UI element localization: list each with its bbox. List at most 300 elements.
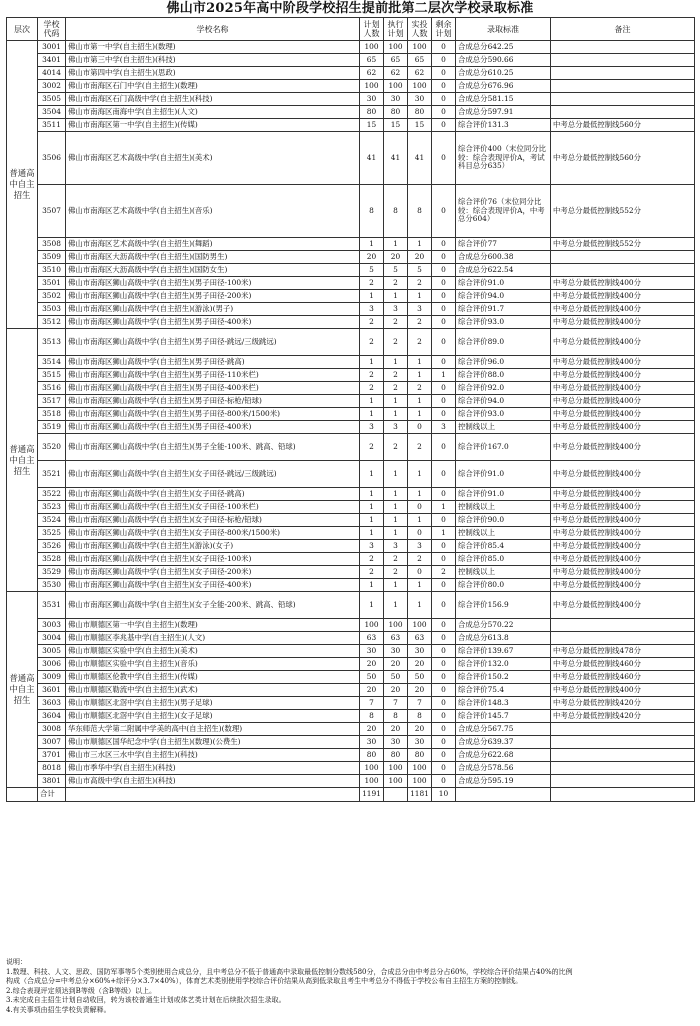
remaining-cell: 1 (432, 501, 456, 514)
table-row (7, 54, 695, 67)
remaining-cell: 1 (432, 369, 456, 382)
school-name-cell: 佛山市南海区狮山高级中学(自主招生)(女子田径-100米栏) (66, 501, 360, 514)
school-code-cell: 3520 (38, 434, 66, 461)
plan-cell: 1 (360, 238, 384, 251)
school-code-cell: 3510 (38, 264, 66, 277)
actual-cell: 30 (408, 736, 432, 749)
executed-cell: 15 (384, 119, 408, 132)
standard-cell: 综合评价91.7 (456, 303, 551, 316)
actual-cell: 1 (408, 592, 432, 619)
executed-cell: 2 (384, 277, 408, 290)
standard-cell: 综合评价92.0 (456, 382, 551, 395)
school-code-cell: 3002 (38, 80, 66, 93)
note-cell (551, 93, 695, 106)
school-name-cell: 佛山市南海区狮山高级中学(自主招生)(男子田径-跳远/三级跳远) (66, 329, 360, 356)
standard-cell: 控制线以上 (456, 421, 551, 434)
standard-cell: 综合评价139.67 (456, 645, 551, 658)
school-code-cell: 3008 (38, 723, 66, 736)
table-row (7, 119, 695, 132)
header-remaining: 剩余计划 (432, 18, 456, 41)
standard-cell: 合成总分600.38 (456, 251, 551, 264)
standard-cell: 综合评价91.0 (456, 277, 551, 290)
table-row (7, 185, 695, 238)
table-row (7, 566, 695, 579)
school-name-cell: 佛山市南海区狮山高级中学(自主招生)(男子田径-400米) (66, 421, 360, 434)
executed-cell: 2 (384, 382, 408, 395)
note-cell (551, 67, 695, 80)
header-actual: 实投人数 (408, 18, 432, 41)
plan-cell: 7 (360, 697, 384, 710)
executed-cell: 1 (384, 579, 408, 592)
executed-cell: 8 (384, 185, 408, 238)
note-cell (551, 749, 695, 762)
standard-cell: 综合评价156.9 (456, 592, 551, 619)
plan-cell: 2 (360, 277, 384, 290)
remaining-cell: 0 (432, 434, 456, 461)
school-name-cell: 佛山市顺德区实验中学(自主招生)(音乐) (66, 658, 360, 671)
actual-cell: 3 (408, 540, 432, 553)
note-cell: 中考总分最低控制线400分 (551, 329, 695, 356)
table-row (7, 356, 695, 369)
school-code-cell: 4014 (38, 67, 66, 80)
table-row (7, 762, 695, 775)
note-cell: 中考总分最低控制线400分 (551, 461, 695, 488)
remaining-cell: 0 (432, 238, 456, 251)
executed-cell: 100 (384, 619, 408, 632)
standard-cell: 合成总分676.96 (456, 80, 551, 93)
table-row (7, 697, 695, 710)
actual-cell: 0 (408, 501, 432, 514)
school-code-cell: 3517 (38, 395, 66, 408)
note-cell: 中考总分最低控制线400分 (551, 395, 695, 408)
remaining-cell: 0 (432, 553, 456, 566)
school-name-cell: 华东师范大学第二附属中学美的高中(自主招生)(数理) (66, 723, 360, 736)
note-cell: 中考总分最低控制线400分 (551, 488, 695, 501)
table-row (7, 461, 695, 488)
note-cell: 中考总分最低控制线420分 (551, 710, 695, 723)
school-name-cell: 佛山市南海区狮山高级中学(自主招生)(男子田径-100米) (66, 277, 360, 290)
actual-cell: 8 (408, 710, 432, 723)
table-row (7, 434, 695, 461)
note-cell (551, 775, 695, 788)
table-row (7, 316, 695, 329)
remaining-cell: 0 (432, 710, 456, 723)
school-code-cell: 3513 (38, 329, 66, 356)
school-name-cell: 佛山市南海区大沥高级中学(自主招生)(国防男生) (66, 251, 360, 264)
school-code-cell: 3518 (38, 408, 66, 421)
note-line: 2.综合表现评定须达到B等级（含B等级）以上。 (6, 986, 156, 995)
standard-cell: 综合评价94.0 (456, 290, 551, 303)
note-cell: 中考总分最低控制线400分 (551, 540, 695, 553)
standard-cell: 综合评价88.0 (456, 369, 551, 382)
executed-cell: 1 (384, 514, 408, 527)
note-cell: 中考总分最低控制线400分 (551, 316, 695, 329)
remaining-cell: 0 (432, 132, 456, 185)
actual-cell: 1 (408, 369, 432, 382)
plan-cell: 3 (360, 540, 384, 553)
note-cell (551, 762, 695, 775)
remaining-cell: 0 (432, 540, 456, 553)
school-code-cell: 3004 (38, 632, 66, 645)
actual-cell: 3 (408, 303, 432, 316)
executed-cell: 5 (384, 264, 408, 277)
plan-cell: 1 (360, 488, 384, 501)
remaining-cell: 0 (432, 749, 456, 762)
school-code-cell: 3526 (38, 540, 66, 553)
note-cell: 中考总分最低控制线552分 (551, 238, 695, 251)
plan-cell: 1 (360, 501, 384, 514)
header-plan: 计划人数 (360, 18, 384, 41)
table-row (7, 723, 695, 736)
school-name-cell: 佛山市高级中学(自主招生)(科技) (66, 775, 360, 788)
table-row (7, 684, 695, 697)
school-code-cell: 3601 (38, 684, 66, 697)
table-row (7, 645, 695, 658)
school-code-cell: 3528 (38, 553, 66, 566)
actual-cell: 20 (408, 251, 432, 264)
remaining-cell: 0 (432, 592, 456, 619)
remaining-cell: 0 (432, 645, 456, 658)
note-cell: 中考总分最低控制线478分 (551, 645, 695, 658)
executed-cell: 1 (384, 356, 408, 369)
standard-cell: 合成总分590.66 (456, 54, 551, 67)
plan-cell: 1 (360, 356, 384, 369)
standard-cell: 综合评价75.4 (456, 684, 551, 697)
plan-cell: 20 (360, 723, 384, 736)
level-cell: 普通高中自主招生 (7, 41, 38, 329)
standard-cell: 综合评价148.3 (456, 697, 551, 710)
standard-cell: 合成总分613.8 (456, 632, 551, 645)
remaining-cell: 0 (432, 119, 456, 132)
executed-cell: 3 (384, 421, 408, 434)
table-row (7, 553, 695, 566)
note-line: 构成（合成总分=中考总分×60%+综评分×3.7×40%），体育艺术类别使用学校综合评价结果从高到低录取且考生中考总分不得低于学校公布自主招生方案的控制线。 (6, 977, 523, 985)
admission-table-container (6, 17, 695, 802)
table-header-row (7, 18, 695, 41)
total-plan-cell: 1191 (360, 788, 384, 802)
school-name-cell: 佛山市南海区狮山高级中学(自主招生)(女子田径-400米) (66, 579, 360, 592)
actual-cell: 50 (408, 671, 432, 684)
school-code-cell: 3505 (38, 93, 66, 106)
note-cell: 中考总分最低控制线560分 (551, 132, 695, 185)
standard-cell: 合成总分595.19 (456, 775, 551, 788)
standard-cell: 综合评价85.4 (456, 540, 551, 553)
plan-cell: 1 (360, 592, 384, 619)
actual-cell: 0 (408, 421, 432, 434)
table-row (7, 41, 695, 54)
school-name-cell: 佛山市南海区狮山高级中学(自主招生)(男子田径-标枪/铅球) (66, 395, 360, 408)
header-school-name: 学校名称 (66, 18, 360, 41)
standard-cell: 合成总分581.15 (456, 93, 551, 106)
executed-cell: 20 (384, 684, 408, 697)
standard-cell: 综合评价93.0 (456, 408, 551, 421)
school-code-cell: 3401 (38, 54, 66, 67)
executed-cell: 2 (384, 329, 408, 356)
actual-cell: 2 (408, 553, 432, 566)
school-code-cell: 3007 (38, 736, 66, 749)
executed-cell: 80 (384, 106, 408, 119)
actual-cell: 2 (408, 277, 432, 290)
actual-cell: 20 (408, 658, 432, 671)
table-row (7, 658, 695, 671)
remaining-cell: 0 (432, 619, 456, 632)
executed-cell: 30 (384, 645, 408, 658)
table-row (7, 395, 695, 408)
table-row (7, 277, 695, 290)
remaining-cell: 0 (432, 106, 456, 119)
school-code-cell: 3531 (38, 592, 66, 619)
table-row (7, 80, 695, 93)
standard-cell: 综合评价85.0 (456, 553, 551, 566)
page-title: 佛山市2025年高中阶段学校招生提前批第二层次学校录取标准 (166, 1, 534, 16)
plan-cell: 63 (360, 632, 384, 645)
remaining-cell: 0 (432, 461, 456, 488)
table-row (7, 579, 695, 592)
school-name-cell: 佛山市季华中学(自主招生)(科技) (66, 762, 360, 775)
actual-cell: 1 (408, 408, 432, 421)
school-name-cell: 佛山市南海区狮山高级中学(自主招生)(男子田径-跳高) (66, 356, 360, 369)
standard-cell: 合成总分639.37 (456, 736, 551, 749)
school-code-cell: 3524 (38, 514, 66, 527)
plan-cell: 1 (360, 579, 384, 592)
executed-cell: 80 (384, 749, 408, 762)
school-code-cell: 3502 (38, 290, 66, 303)
note-line: 1.数理、科技、人文、思政、国防军事等5个类别使用合成总分，且中考总分不低于普通高中录取最低控制分数线580分，合成总分由中考总分占60%，学校综合评价结果占40%的比例 (6, 967, 573, 976)
school-name-cell: 佛山市南海区狮山高级中学(自主招生)(男子田径-400米) (66, 316, 360, 329)
remaining-cell: 0 (432, 684, 456, 697)
actual-cell: 1 (408, 488, 432, 501)
table-row (7, 264, 695, 277)
school-code-cell: 3529 (38, 566, 66, 579)
school-name-cell: 佛山市顺德区实验中学(自主招生)(美术) (66, 645, 360, 658)
school-code-cell: 3501 (38, 277, 66, 290)
table-row (7, 527, 695, 540)
actual-cell: 7 (408, 697, 432, 710)
note-cell: 中考总分最低控制线420分 (551, 697, 695, 710)
plan-cell: 30 (360, 645, 384, 658)
actual-cell: 1 (408, 290, 432, 303)
actual-cell: 100 (408, 41, 432, 54)
note-cell (551, 54, 695, 67)
school-code-cell: 3504 (38, 106, 66, 119)
note-cell: 中考总分最低控制线400分 (551, 408, 695, 421)
actual-cell: 2 (408, 316, 432, 329)
total-executed-cell (384, 788, 408, 802)
standard-cell: 综合评价76（末位同分比较：综合表现评价A，中考总分604） (456, 185, 551, 238)
note-line: 3.未完成自主招生计划自动收回，转为该校普通生计划或体艺类计划在后续批次招生录取。 (6, 996, 286, 1004)
plan-cell: 100 (360, 80, 384, 93)
table-row (7, 382, 695, 395)
standard-cell: 合成总分622.68 (456, 749, 551, 762)
total-row (7, 788, 695, 802)
plan-cell: 3 (360, 421, 384, 434)
school-name-cell: 佛山市南海区狮山高级中学(自主招生)(游泳)(女子) (66, 540, 360, 553)
executed-cell: 7 (384, 697, 408, 710)
note-line: 4.有关事项由招生学校负责解释。 (6, 1005, 111, 1014)
table-row (7, 408, 695, 421)
plan-cell: 1 (360, 408, 384, 421)
remaining-cell: 1 (432, 527, 456, 540)
standard-cell: 合成总分610.25 (456, 67, 551, 80)
plan-cell: 1 (360, 461, 384, 488)
remaining-cell: 0 (432, 41, 456, 54)
executed-cell: 2 (384, 553, 408, 566)
remaining-cell: 2 (432, 566, 456, 579)
remaining-cell: 0 (432, 329, 456, 356)
actual-cell: 2 (408, 329, 432, 356)
remaining-cell: 0 (432, 775, 456, 788)
executed-cell: 30 (384, 736, 408, 749)
level-cell: 普通高中自主招生 (7, 592, 38, 788)
remaining-cell: 0 (432, 251, 456, 264)
standard-cell: 综合评价77 (456, 238, 551, 251)
standard-cell: 综合评价93.0 (456, 316, 551, 329)
executed-cell: 100 (384, 762, 408, 775)
plan-cell: 2 (360, 566, 384, 579)
table-row (7, 251, 695, 264)
remaining-cell: 0 (432, 316, 456, 329)
actual-cell: 1 (408, 579, 432, 592)
plan-cell: 100 (360, 619, 384, 632)
actual-cell: 1 (408, 461, 432, 488)
school-name-cell: 佛山市南海区狮山高级中学(自主招生)(男子田径-110米栏) (66, 369, 360, 382)
executed-cell: 2 (384, 369, 408, 382)
school-code-cell: 3701 (38, 749, 66, 762)
total-label: 合计 (38, 788, 66, 802)
plan-cell: 2 (360, 369, 384, 382)
school-code-cell: 3503 (38, 303, 66, 316)
plan-cell: 1 (360, 514, 384, 527)
school-code-cell: 3506 (38, 132, 66, 185)
plan-cell: 80 (360, 106, 384, 119)
executed-cell: 50 (384, 671, 408, 684)
school-name-cell: 佛山市南海区石门高级中学(自主招生)(科技) (66, 93, 360, 106)
table-row (7, 290, 695, 303)
note-cell: 中考总分最低控制线400分 (551, 369, 695, 382)
table-row (7, 671, 695, 684)
school-name-cell: 佛山市南海区第一中学(自主招生)(传媒) (66, 119, 360, 132)
actual-cell: 8 (408, 185, 432, 238)
level-cell: 普通高中自主招生 (7, 329, 38, 592)
school-name-cell: 佛山市南海区狮山高级中学(自主招生)(男子田径-200米) (66, 290, 360, 303)
executed-cell: 62 (384, 67, 408, 80)
actual-cell: 80 (408, 749, 432, 762)
plan-cell: 2 (360, 382, 384, 395)
plan-cell: 20 (360, 658, 384, 671)
executed-cell: 1 (384, 461, 408, 488)
standard-cell: 综合评价132.0 (456, 658, 551, 671)
table-row (7, 736, 695, 749)
table-row (7, 710, 695, 723)
executed-cell: 41 (384, 132, 408, 185)
remaining-cell: 0 (432, 514, 456, 527)
table-row (7, 93, 695, 106)
note-cell: 中考总分最低控制线400分 (551, 592, 695, 619)
remaining-cell: 0 (432, 67, 456, 80)
plan-cell: 1 (360, 395, 384, 408)
school-code-cell: 3515 (38, 369, 66, 382)
note-cell: 中考总分最低控制线400分 (551, 684, 695, 697)
standard-cell: 控制线以上 (456, 501, 551, 514)
note-cell (551, 106, 695, 119)
actual-cell: 15 (408, 119, 432, 132)
school-name-cell: 佛山市南海区狮山高级中学(自主招生)(男子全能-100米、跳高、铅球) (66, 434, 360, 461)
note-cell (551, 264, 695, 277)
plan-cell: 2 (360, 316, 384, 329)
remaining-cell: 0 (432, 395, 456, 408)
remaining-cell: 0 (432, 185, 456, 238)
header-note: 备注 (551, 18, 695, 41)
school-name-cell: 佛山市南海区狮山高级中学(自主招生)(男子田径-400米栏) (66, 382, 360, 395)
actual-cell: 5 (408, 264, 432, 277)
note-cell: 中考总分最低控制线400分 (551, 434, 695, 461)
school-name-cell: 佛山市南海区艺术高级中学(自主招生)(美术) (66, 132, 360, 185)
note-cell: 中考总分最低控制线400分 (551, 277, 695, 290)
note-cell: 中考总分最低控制线400分 (551, 553, 695, 566)
school-name-cell: 佛山市南海区艺术高级中学(自主招生)(音乐) (66, 185, 360, 238)
standard-cell: 综合评价91.0 (456, 488, 551, 501)
remaining-cell: 0 (432, 579, 456, 592)
plan-cell: 15 (360, 119, 384, 132)
standard-cell: 综合评价80.0 (456, 579, 551, 592)
school-name-cell: 佛山市顺德区国华纪念中学(自主招生)(数理)(公费生) (66, 736, 360, 749)
remaining-cell: 0 (432, 290, 456, 303)
total-name-cell (66, 788, 360, 802)
header-school-code: 学校代码 (38, 18, 66, 41)
table-row (7, 775, 695, 788)
table-row (7, 238, 695, 251)
standard-cell: 综合评价145.7 (456, 710, 551, 723)
remaining-cell: 0 (432, 671, 456, 684)
actual-cell: 100 (408, 775, 432, 788)
executed-cell: 63 (384, 632, 408, 645)
school-name-cell: 佛山市南海区大沥高级中学(自主招生)(国防女生) (66, 264, 360, 277)
standard-cell: 控制线以上 (456, 527, 551, 540)
school-code-cell: 3003 (38, 619, 66, 632)
school-code-cell: 3521 (38, 461, 66, 488)
note-cell: 中考总分最低控制线400分 (551, 421, 695, 434)
header-standard: 录取标准 (456, 18, 551, 41)
plan-cell: 50 (360, 671, 384, 684)
remaining-cell: 0 (432, 632, 456, 645)
school-code-cell: 3511 (38, 119, 66, 132)
note-cell: 中考总分最低控制线400分 (551, 579, 695, 592)
table-row (7, 303, 695, 316)
note-cell (551, 736, 695, 749)
total-remaining-cell: 10 (432, 788, 456, 802)
school-name-cell: 佛山市南海区狮山高级中学(自主招生)(女子田径-200米) (66, 566, 360, 579)
note-cell: 中考总分最低控制线400分 (551, 527, 695, 540)
executed-cell: 20 (384, 251, 408, 264)
remaining-cell: 0 (432, 488, 456, 501)
executed-cell: 8 (384, 710, 408, 723)
table-row (7, 421, 695, 434)
standard-cell: 合成总分597.91 (456, 106, 551, 119)
table-row (7, 632, 695, 645)
note-cell: 中考总分最低控制线400分 (551, 356, 695, 369)
school-name-cell: 佛山市第一中学(自主招生)(数理) (66, 41, 360, 54)
remaining-cell: 0 (432, 54, 456, 67)
school-name-cell: 佛山市南海区狮山高级中学(自主招生)(女子田径-100米) (66, 553, 360, 566)
actual-cell: 2 (408, 382, 432, 395)
remaining-cell: 0 (432, 80, 456, 93)
note-cell: 中考总分最低控制线460分 (551, 671, 695, 684)
note-cell (551, 619, 695, 632)
plan-cell: 30 (360, 93, 384, 106)
actual-cell: 63 (408, 632, 432, 645)
note-cell: 中考总分最低控制线400分 (551, 514, 695, 527)
remaining-cell: 0 (432, 723, 456, 736)
